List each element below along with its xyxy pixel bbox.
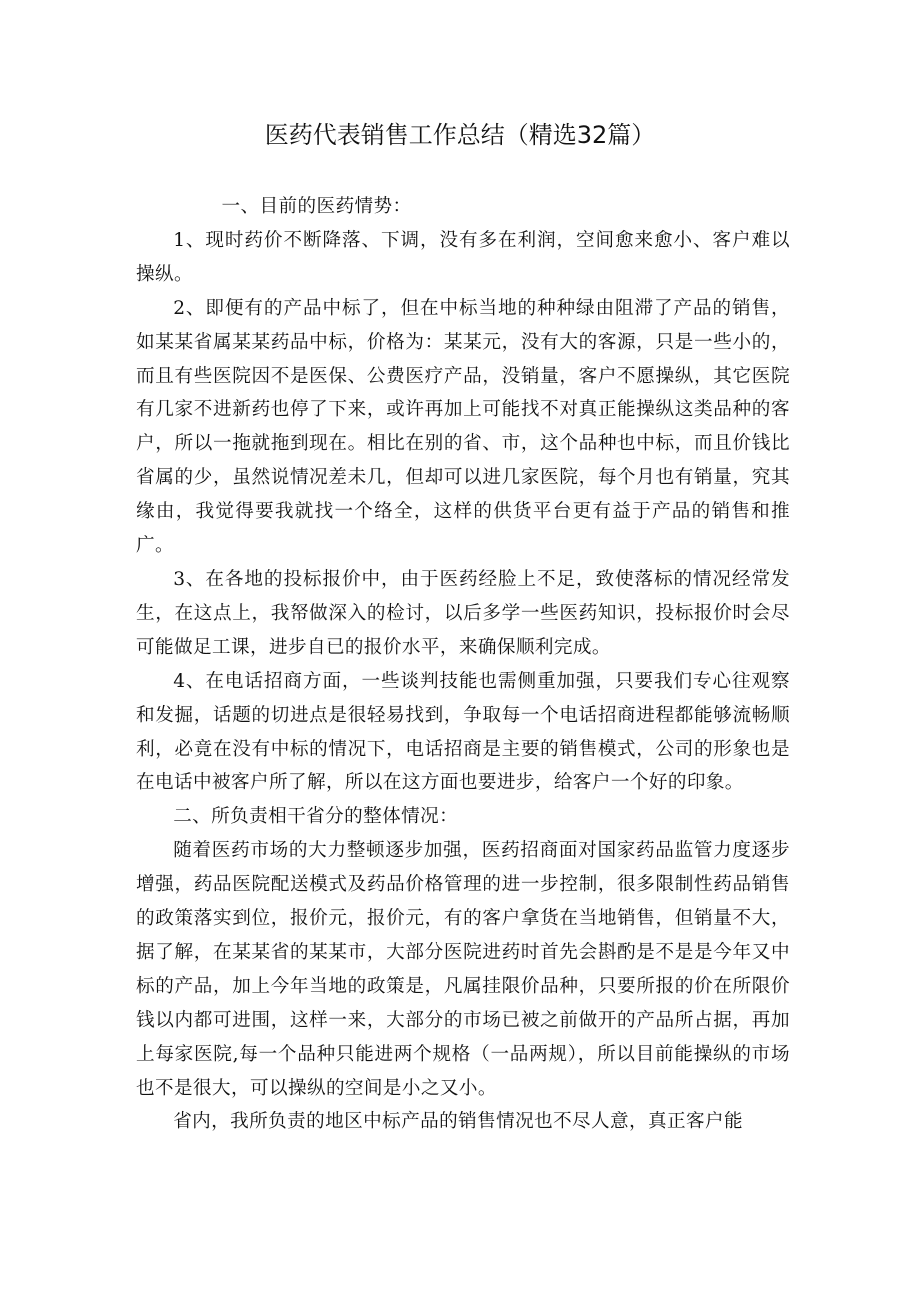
section-heading-2: 二、所负责相干省分的整体情况：	[173, 806, 459, 828]
paragraph-item-2: 2、即便有的产品中标了，但在中标当地的种种绿由阻滞了产品的销售，如某某省属某某药品中标，价格为：某某元，没有大的客源，只是一些小的，而且有些医院因不是医保、公费医疗产品，没销量，客户不愿操纵，其它医院有几家不进新药也停了下来，或许再加上可能找不对真正能操纵这类品种的客户，所以一拖就拖到现在。相比在别的省、市，这个品种也中标，而且价钱比省属的少，虽然说情况差未几，但却可以进几家医院，每个月也有销量，究其缘由，我觉得要我就找一个络全，这样的供货平台更有益于产品的销售和推广。	[136, 297, 790, 557]
section-heading-1: 一、目前的医药情势：	[221, 196, 412, 217]
document-title: 医药代表销售工作总结（精选32篇）	[264, 121, 656, 149]
paragraph-item-3: 3、在各地的投标报价中，由于医药经脸上不足，致使落标的情况经常发生，在这点上，我帑做深入的检讨，以后多学一些医药知识，投标报价时会尽可能做足工课，进步自已的报价水平，来确保顺利完成。	[136, 568, 790, 658]
paragraph-province-sales: 省内，我所负责的地区中标产品的销售情况也不尽人意，真正客户能	[173, 1111, 744, 1133]
paragraph-item-4: 4、在电话招商方面，一些谈判技能也需侧重加强，只要我们专心往观察和发掘，话题的切进点是很轻易找到，争取每一个电话招商进程都能够流畅顺利，必竟在没有中标的情况下，电话招商是主要的销售模式，公司的形象也是在电话中被客户所了解，所以在这方面也要进步，给客户一个好的印象。	[136, 670, 790, 794]
paragraph-market-overview: 随着医药市场的大力整顿逐步加强，医药招商面对国家药品监管力度逐步增强，药品医院配送模式及药品价格管理的进一步控制，很多限制性药品销售的政策落实到位，报价元，报价元，有的客户拿货在当地销售，但销量不大，据了解，在某某省的某某市，大部分医院进药时首先会斟酌是不是是今年又中标的产品，加上今年当地的政策是，凡属挂限价品种，只要所报的价在所限价钱以内都可进围，这样一来，大部分的市场已被之前做开的产品所占据，再加上每家医院,每一个品种只能进两个规格（一品两规），所以目前能操纵的市场也不是很大，可以操纵的空间是小之又小。	[136, 840, 790, 1099]
document-body	[136, 190, 790, 1139]
paragraph-item-1: 1、现时药价不断降落、下调，没有多在利润，空间愈来愈小、客户难以操纵。	[136, 229, 790, 285]
